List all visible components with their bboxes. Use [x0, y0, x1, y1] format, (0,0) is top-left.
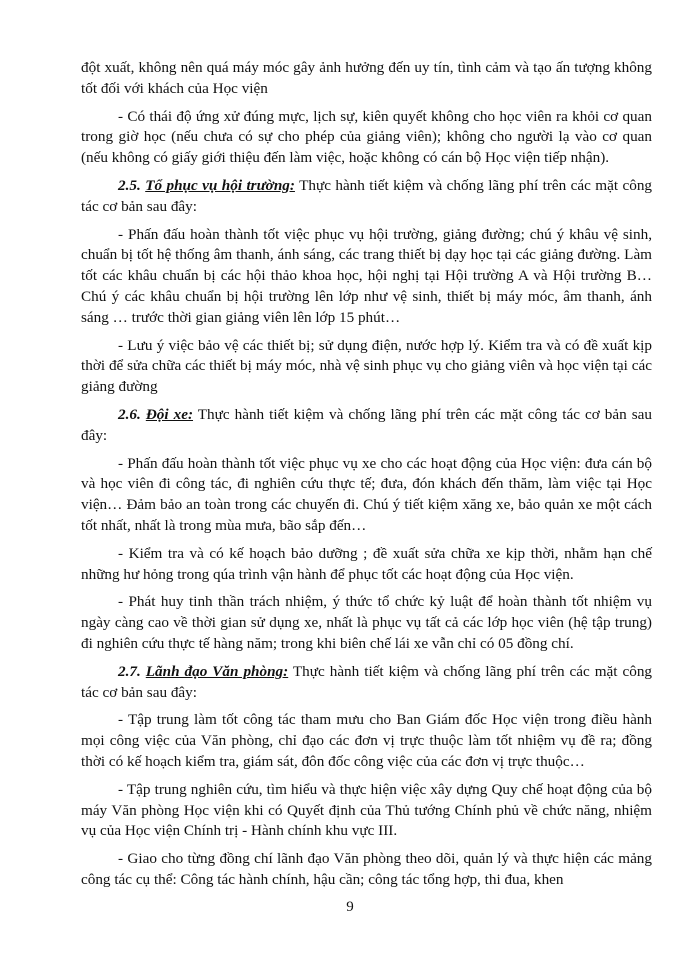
paragraph-continuation: đột xuất, không nên quá máy móc gây ảnh hưởng đến uy tín, tình cảm và tạo ấn tượng không tốt đối với khách của Học viện	[81, 59, 652, 97]
paragraph-bullet: - Lưu ý việc bảo vệ các thiết bị; sử dụng điện, nước hợp lý. Kiểm tra và có đề xuất kịp thời để sửa chữa các thiết bị máy móc, nhà vệ sinh phục vụ cho giảng viên và học viện tại các giảng đường	[81, 336, 652, 396]
section-title-text: Đội xe:	[145, 405, 194, 423]
page-number: 9	[346, 899, 354, 915]
document-page	[81, 58, 652, 898]
section-text: Thực hành tiết kiệm và chống lãng phí trên các mặt công tác cơ bản sau đây:	[81, 662, 653, 701]
section-title-text: Tổ phục vụ hội trường:	[145, 176, 295, 194]
section-text: Thực hành tiết kiệm và chống lãng phí trên các mặt công tác cơ bản sau đây:	[81, 176, 653, 215]
section-heading-2-7	[81, 662, 652, 704]
paragraph-bullet: - Phấn đấu hoàn thành tốt việc phục vụ hội trường, giảng đường; chú ý khâu vệ sinh, chuẩn bị tốt hệ thống âm thanh, ánh sáng, các trang thiết bị dạy học tại các giảng đường. Làm tốt các khâu chuẩn bị các hội thảo khoa học, hội nghị tại Hội trường A và Hội trường B… Chú ý các khâu chuẩn bị hội trường lên lớp như vệ sinh, thiết bị máy móc, âm thanh, ánh sáng … trước thời gian giảng viên lên lớp 15 phút…	[81, 225, 652, 326]
paragraph-bullet: - Phấn đấu hoàn thành tốt việc phục vụ xe cho các hoạt động của Học viện: đưa cán bộ và học viên đi công tác, đi nghiên cứu thực tế; đưa, đón khách đến thăm, làm việc tại Học viện… Đảm bảo an toàn trong các chuyến đi. Chú ý tiết kiệm xăng xe, bảo quản xe một cách tốt nhất, nhất là trong mùa mưa, bão sắp đến…	[81, 454, 652, 534]
paragraph-bullet: - Giao cho từng đồng chí lãnh đạo Văn phòng theo dõi, quản lý và thực hiện các mảng công tác cụ thể: Công tác hành chính, hậu cần; công tác tổng hợp, thi đua, khen	[81, 850, 652, 888]
section-number: 2.5.	[118, 176, 141, 194]
section-title	[118, 177, 295, 194]
paragraph-bullet: - Tập trung làm tốt công tác tham mưu cho Ban Giám đốc Học viện trong điều hành mọi công việc của Văn phòng, chỉ đạo các đơn vị trực thuộc làm tốt nhiệm vụ đề ra; đồng thời có kế hoạch kiểm tra, giám sát, đôn đốc công việc của các đơn vị trực thuộc…	[81, 711, 652, 770]
section-heading-2-6	[81, 405, 652, 447]
paragraph-bullet: - Phát huy tinh thần trách nhiệm, ý thức tổ chức kỷ luật để hoàn thành tốt nhiệm vụ ngày càng cao về thời gian sử dụng xe, nhất là phục vụ tất cả các lớp học viên (hệ tập trung) đi nghiên cứu thực tế hàng năm; trong khi biên chế lái xe vẫn chỉ có 05 đồng chí.	[81, 593, 652, 652]
section-text: Thực hành tiết kiệm và chống lãng phí trên các mặt công tác cơ bản sau đây:	[81, 405, 652, 444]
section-title	[118, 663, 288, 680]
section-number: 2.6.	[118, 405, 141, 423]
section-title	[118, 406, 193, 423]
section-title-text: Lãnh đạo Văn phòng:	[145, 662, 289, 680]
section-heading-2-5	[81, 176, 652, 218]
paragraph-bullet: - Có thái độ ứng xử đúng mực, lịch sự, kiên quyết không cho học viên ra khỏi cơ quan trong giờ học (nếu chưa có sự cho phép của giảng viên); không cho người lạ vào cơ quan (nếu không có giấy giới thiệu đến làm việc, hoặc không có cán bộ Học viện tiếp nhận).	[81, 107, 652, 167]
section-number: 2.7.	[118, 662, 141, 680]
paragraph-bullet: - Kiểm tra và có kế hoạch bảo dưỡng ; đề xuất sửa chữa xe kịp thời, nhằm hạn chế những hư hỏng trong qúa trình vận hành để phục tốt các hoạt động của Học viện.	[81, 544, 652, 583]
paragraph-bullet: - Tập trung nghiên cứu, tìm hiểu và thực hiện việc xây dựng Quy chế hoạt động của bộ máy Văn phòng Học viện khi có Quyết định của Thủ tướng Chính phủ về chức năng, nhiệm vụ của Học viện Chính trị - Hành chính khu vực III.	[81, 780, 652, 840]
